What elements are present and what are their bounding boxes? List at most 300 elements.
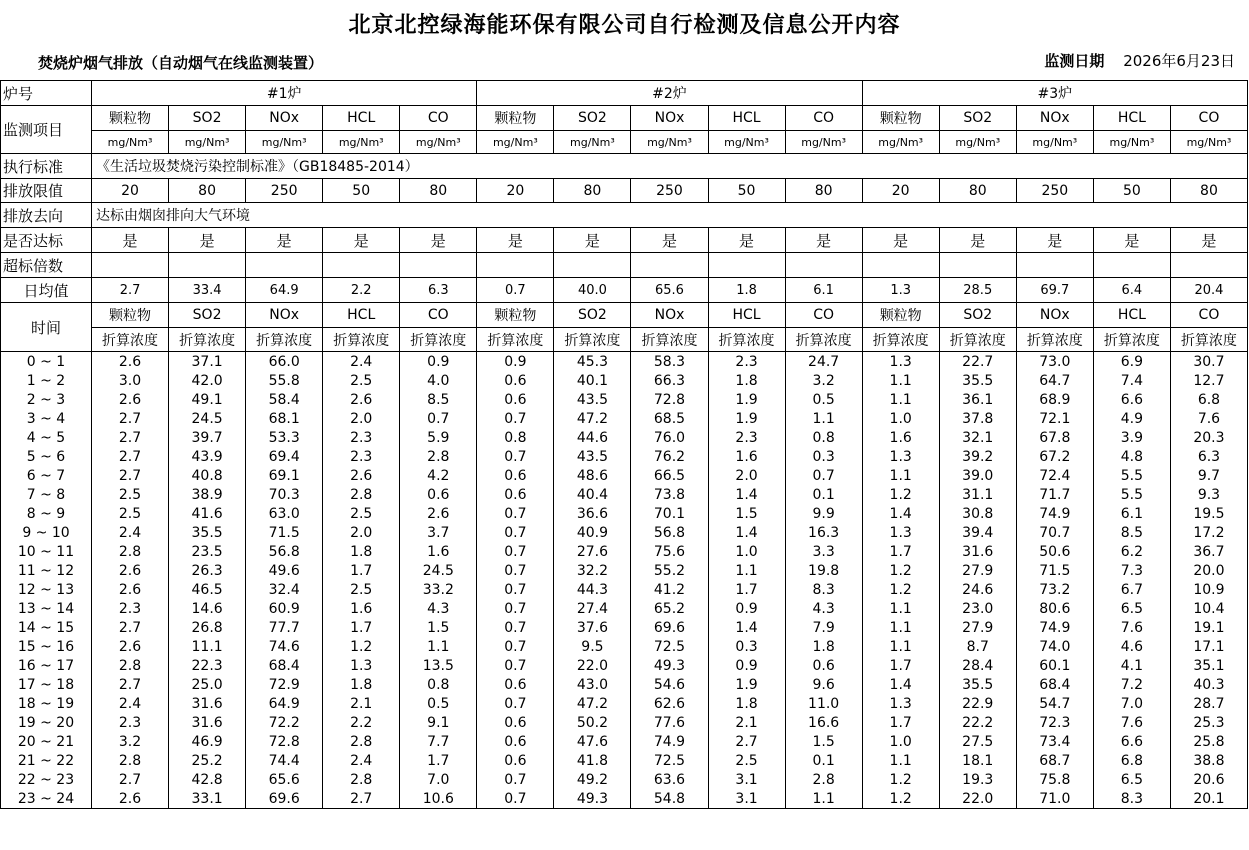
value-cell: 23.0 [939, 599, 1016, 618]
unit-cell: mg/Nm³ [708, 131, 785, 154]
value-cell: 2.5 [708, 751, 785, 770]
value-cell: 1.8 [708, 694, 785, 713]
table-row [1, 542, 1248, 561]
conv-header: 折算浓度 [708, 328, 785, 352]
limit-cell: 50 [708, 179, 785, 203]
value-cell: 1.3 [862, 523, 939, 542]
value-cell: 64.7 [1016, 371, 1093, 390]
compliant-cell: 是 [1016, 228, 1093, 253]
value-cell: 39.4 [939, 523, 1016, 542]
exceed-cell [939, 253, 1016, 278]
value-cell: 39.7 [169, 428, 246, 447]
value-cell: 41.2 [631, 580, 708, 599]
item-header: CO [1170, 303, 1247, 328]
value-cell: 25.2 [169, 751, 246, 770]
value-cell: 0.6 [477, 466, 554, 485]
limit-cell: 80 [1170, 179, 1247, 203]
value-cell: 1.1 [862, 751, 939, 770]
time-cell: 14 ~ 15 [1, 618, 92, 637]
value-cell: 69.6 [631, 618, 708, 637]
table-row [1, 409, 1248, 428]
unit-cell: mg/Nm³ [400, 131, 477, 154]
value-cell: 2.6 [92, 637, 169, 656]
value-cell: 42.0 [169, 371, 246, 390]
value-cell: 42.8 [169, 770, 246, 789]
value-cell: 69.4 [246, 447, 323, 466]
value-cell: 37.8 [939, 409, 1016, 428]
value-cell: 3.2 [92, 732, 169, 751]
value-cell: 49.1 [169, 390, 246, 409]
time-cell: 5 ~ 6 [1, 447, 92, 466]
value-cell: 1.2 [862, 770, 939, 789]
value-cell: 1.3 [862, 447, 939, 466]
item-header: CO [785, 303, 862, 328]
value-cell: 24.5 [169, 409, 246, 428]
value-cell: 7.6 [1170, 409, 1247, 428]
daily-avg-cell: 40.0 [554, 278, 631, 303]
table-row [1, 789, 1248, 809]
daily-avg-label: 日均值 [1, 278, 92, 303]
value-cell: 2.6 [400, 504, 477, 523]
value-cell: 2.8 [323, 485, 400, 504]
value-cell: 2.3 [92, 713, 169, 732]
exceed-cell [862, 253, 939, 278]
value-cell: 1.8 [708, 371, 785, 390]
value-cell: 1.4 [708, 485, 785, 504]
value-cell: 1.3 [862, 352, 939, 372]
value-cell: 24.5 [400, 561, 477, 580]
table-row [1, 637, 1248, 656]
value-cell: 72.8 [246, 732, 323, 751]
value-cell: 4.0 [400, 371, 477, 390]
value-cell: 60.1 [1016, 656, 1093, 675]
value-cell: 4.3 [785, 599, 862, 618]
value-cell: 71.5 [246, 523, 323, 542]
item-header: NOx [1016, 303, 1093, 328]
value-cell: 66.5 [631, 466, 708, 485]
limit-cell: 250 [631, 179, 708, 203]
value-cell: 1.9 [708, 409, 785, 428]
daily-avg-cell: 20.4 [1170, 278, 1247, 303]
limit-cell: 80 [785, 179, 862, 203]
conv-header: 折算浓度 [631, 328, 708, 352]
value-cell: 0.3 [785, 447, 862, 466]
value-cell: 26.3 [169, 561, 246, 580]
table-row [1, 732, 1248, 751]
value-cell: 0.7 [477, 599, 554, 618]
value-cell: 0.7 [477, 561, 554, 580]
value-cell: 65.2 [631, 599, 708, 618]
value-cell: 2.0 [323, 409, 400, 428]
value-cell: 1.1 [862, 599, 939, 618]
value-cell: 11.1 [169, 637, 246, 656]
item-header: 颗粒物 [862, 106, 939, 131]
value-cell: 12.7 [1170, 371, 1247, 390]
value-cell: 68.1 [246, 409, 323, 428]
value-cell: 0.5 [785, 390, 862, 409]
limit-cell: 80 [554, 179, 631, 203]
item-header: 颗粒物 [477, 303, 554, 328]
value-cell: 2.7 [92, 466, 169, 485]
value-cell: 0.6 [477, 751, 554, 770]
table-row [1, 504, 1248, 523]
value-cell: 7.4 [1093, 371, 1170, 390]
value-cell: 2.6 [92, 390, 169, 409]
value-cell: 68.9 [1016, 390, 1093, 409]
value-cell: 0.6 [477, 485, 554, 504]
value-cell: 2.6 [323, 390, 400, 409]
exceed-cell [477, 253, 554, 278]
value-cell: 2.5 [92, 485, 169, 504]
value-cell: 76.2 [631, 447, 708, 466]
value-cell: 48.6 [554, 466, 631, 485]
value-cell: 26.8 [169, 618, 246, 637]
value-cell: 2.4 [92, 694, 169, 713]
value-cell: 40.9 [554, 523, 631, 542]
time-cell: 10 ~ 11 [1, 542, 92, 561]
value-cell: 20.3 [1170, 428, 1247, 447]
item-header: HCL [323, 106, 400, 131]
value-cell: 73.4 [1016, 732, 1093, 751]
item-header: SO2 [169, 303, 246, 328]
daily-avg-cell: 2.7 [92, 278, 169, 303]
time-cell: 6 ~ 7 [1, 466, 92, 485]
limit-cell: 250 [246, 179, 323, 203]
value-cell: 1.7 [708, 580, 785, 599]
monitoring-date [1044, 50, 1235, 71]
value-cell: 1.0 [708, 542, 785, 561]
value-cell: 1.7 [400, 751, 477, 770]
value-cell: 2.5 [323, 371, 400, 390]
value-cell: 2.4 [92, 523, 169, 542]
time-cell: 21 ~ 22 [1, 751, 92, 770]
unit-cell: mg/Nm³ [554, 131, 631, 154]
value-cell: 0.3 [708, 637, 785, 656]
value-cell: 72.9 [246, 675, 323, 694]
value-cell: 10.9 [1170, 580, 1247, 599]
value-cell: 0.8 [400, 675, 477, 694]
furnace-header: #2炉 [477, 81, 862, 106]
value-cell: 1.6 [862, 428, 939, 447]
value-cell: 31.6 [169, 694, 246, 713]
value-cell: 2.8 [92, 542, 169, 561]
table-row [1, 656, 1248, 675]
value-cell: 74.9 [1016, 504, 1093, 523]
value-cell: 6.8 [1093, 751, 1170, 770]
time-cell: 15 ~ 16 [1, 637, 92, 656]
value-cell: 1.7 [862, 656, 939, 675]
compliant-cell: 是 [785, 228, 862, 253]
value-cell: 3.7 [400, 523, 477, 542]
value-cell: 2.8 [323, 770, 400, 789]
value-cell: 43.5 [554, 447, 631, 466]
table-row [1, 751, 1248, 770]
value-cell: 68.4 [1016, 675, 1093, 694]
value-cell: 54.8 [631, 789, 708, 809]
limit-cell: 20 [862, 179, 939, 203]
value-cell: 75.6 [631, 542, 708, 561]
item-header: HCL [708, 303, 785, 328]
value-cell: 1.9 [708, 390, 785, 409]
value-cell: 7.2 [1093, 675, 1170, 694]
value-cell: 36.6 [554, 504, 631, 523]
value-cell: 30.7 [1170, 352, 1247, 372]
daily-avg-cell: 2.2 [323, 278, 400, 303]
value-cell: 38.8 [1170, 751, 1247, 770]
value-cell: 6.6 [1093, 732, 1170, 751]
table-row [1, 580, 1248, 599]
item-header: HCL [1093, 106, 1170, 131]
value-cell: 4.2 [400, 466, 477, 485]
daily-avg-cell: 64.9 [246, 278, 323, 303]
value-cell: 1.2 [862, 561, 939, 580]
daily-avg-cell: 1.8 [708, 278, 785, 303]
time-cell: 1 ~ 2 [1, 371, 92, 390]
time-cell: 7 ~ 8 [1, 485, 92, 504]
section-subtitle: 焚烧炉烟气排放（自动烟气在线监测装置） [38, 54, 324, 72]
value-cell: 1.0 [862, 732, 939, 751]
table-row [1, 561, 1248, 580]
value-cell: 7.0 [1093, 694, 1170, 713]
value-cell: 1.2 [862, 789, 939, 809]
item-header: NOx [246, 303, 323, 328]
time-cell: 18 ~ 19 [1, 694, 92, 713]
compliant-cell: 是 [400, 228, 477, 253]
value-cell: 2.7 [708, 732, 785, 751]
value-cell: 2.7 [92, 409, 169, 428]
value-cell: 54.6 [631, 675, 708, 694]
emission-table [0, 80, 1248, 809]
value-cell: 22.2 [939, 713, 1016, 732]
item-header: 颗粒物 [862, 303, 939, 328]
compliant-cell: 是 [169, 228, 246, 253]
unit-cell: mg/Nm³ [323, 131, 400, 154]
value-cell: 2.5 [92, 504, 169, 523]
value-cell: 35.5 [169, 523, 246, 542]
value-cell: 2.6 [323, 466, 400, 485]
value-cell: 14.6 [169, 599, 246, 618]
table-row [1, 485, 1248, 504]
item-header: HCL [708, 106, 785, 131]
time-cell: 17 ~ 18 [1, 675, 92, 694]
value-cell: 58.3 [631, 352, 708, 372]
value-cell: 0.9 [708, 599, 785, 618]
value-cell: 45.3 [554, 352, 631, 372]
value-cell: 25.0 [169, 675, 246, 694]
table-row [1, 675, 1248, 694]
value-cell: 4.6 [1093, 637, 1170, 656]
value-cell: 32.1 [939, 428, 1016, 447]
limit-cell: 80 [400, 179, 477, 203]
value-cell: 2.3 [92, 599, 169, 618]
item-header: 颗粒物 [92, 303, 169, 328]
daily-avg-cell: 65.6 [631, 278, 708, 303]
unit-cell: mg/Nm³ [785, 131, 862, 154]
value-cell: 31.6 [169, 713, 246, 732]
value-cell: 1.1 [785, 409, 862, 428]
value-cell: 9.7 [1170, 466, 1247, 485]
value-cell: 2.5 [323, 504, 400, 523]
time-cell: 9 ~ 10 [1, 523, 92, 542]
limit-cell: 80 [169, 179, 246, 203]
item-header: HCL [323, 303, 400, 328]
value-cell: 70.3 [246, 485, 323, 504]
value-cell: 33.1 [169, 789, 246, 809]
value-cell: 0.1 [785, 485, 862, 504]
value-cell: 41.6 [169, 504, 246, 523]
value-cell: 24.6 [939, 580, 1016, 599]
time-cell: 3 ~ 4 [1, 409, 92, 428]
conv-header: 折算浓度 [400, 328, 477, 352]
table-row [1, 447, 1248, 466]
conv-header: 折算浓度 [477, 328, 554, 352]
item-header: SO2 [939, 106, 1016, 131]
value-cell: 2.7 [92, 618, 169, 637]
value-cell: 71.0 [1016, 789, 1093, 809]
value-cell: 2.0 [323, 523, 400, 542]
value-cell: 1.4 [862, 504, 939, 523]
value-cell: 11.0 [785, 694, 862, 713]
value-cell: 16.3 [785, 523, 862, 542]
value-cell: 6.5 [1093, 599, 1170, 618]
value-cell: 23.5 [169, 542, 246, 561]
time-cell: 16 ~ 17 [1, 656, 92, 675]
value-cell: 68.4 [246, 656, 323, 675]
exceed-cell [246, 253, 323, 278]
compliant-cell: 是 [939, 228, 1016, 253]
value-cell: 2.6 [92, 580, 169, 599]
value-cell: 31.1 [939, 485, 1016, 504]
value-cell: 1.1 [862, 618, 939, 637]
value-cell: 3.2 [785, 371, 862, 390]
unit-cell: mg/Nm³ [477, 131, 554, 154]
value-cell: 2.7 [323, 789, 400, 809]
value-cell: 27.4 [554, 599, 631, 618]
value-cell: 7.6 [1093, 713, 1170, 732]
value-cell: 0.7 [477, 580, 554, 599]
compliant-cell: 是 [323, 228, 400, 253]
value-cell: 2.6 [92, 789, 169, 809]
exceed-cell [554, 253, 631, 278]
value-cell: 0.7 [477, 618, 554, 637]
value-cell: 2.1 [708, 713, 785, 732]
date-value: 2026年6月23日 [1123, 52, 1235, 70]
value-cell: 2.8 [785, 770, 862, 789]
value-cell: 39.0 [939, 466, 1016, 485]
value-cell: 66.0 [246, 352, 323, 372]
value-cell: 55.2 [631, 561, 708, 580]
compliant-cell: 是 [708, 228, 785, 253]
value-cell: 2.7 [92, 447, 169, 466]
value-cell: 25.8 [1170, 732, 1247, 751]
value-cell: 40.8 [169, 466, 246, 485]
daily-avg-cell: 28.5 [939, 278, 1016, 303]
value-cell: 0.9 [400, 352, 477, 372]
exceed-cell [1170, 253, 1247, 278]
value-cell: 63.6 [631, 770, 708, 789]
value-cell: 2.1 [323, 694, 400, 713]
conv-header: 折算浓度 [92, 328, 169, 352]
value-cell: 27.9 [939, 561, 1016, 580]
value-cell: 19.8 [785, 561, 862, 580]
value-cell: 2.3 [323, 428, 400, 447]
value-cell: 71.5 [1016, 561, 1093, 580]
table-row [1, 352, 1248, 372]
value-cell: 1.2 [862, 485, 939, 504]
daily-avg-cell: 69.7 [1016, 278, 1093, 303]
value-cell: 24.7 [785, 352, 862, 372]
value-cell: 41.8 [554, 751, 631, 770]
value-cell: 0.6 [477, 371, 554, 390]
value-cell: 8.3 [1093, 789, 1170, 809]
value-cell: 9.1 [400, 713, 477, 732]
value-cell: 1.4 [862, 675, 939, 694]
value-cell: 39.2 [939, 447, 1016, 466]
value-cell: 0.7 [400, 409, 477, 428]
value-cell: 63.0 [246, 504, 323, 523]
value-cell: 72.5 [631, 637, 708, 656]
unit-cell: mg/Nm³ [1093, 131, 1170, 154]
compliant-cell: 是 [862, 228, 939, 253]
value-cell: 1.1 [862, 390, 939, 409]
item-header: CO [400, 106, 477, 131]
value-cell: 1.1 [785, 789, 862, 809]
value-cell: 1.7 [862, 713, 939, 732]
value-cell: 73.2 [1016, 580, 1093, 599]
value-cell: 74.0 [1016, 637, 1093, 656]
standard-text: 《生活垃圾焚烧污染控制标准》（GB18485-2014） [92, 154, 1248, 179]
value-cell: 3.1 [708, 789, 785, 809]
exceed-cell [631, 253, 708, 278]
value-cell: 2.5 [323, 580, 400, 599]
table-row [1, 390, 1248, 409]
table-row [1, 523, 1248, 542]
value-cell: 72.5 [631, 751, 708, 770]
furnace-header: #3炉 [862, 81, 1247, 106]
item-header: SO2 [169, 106, 246, 131]
value-cell: 40.3 [1170, 675, 1247, 694]
exceed-cell [323, 253, 400, 278]
exceed-cell [1016, 253, 1093, 278]
value-cell: 7.0 [400, 770, 477, 789]
value-cell: 0.7 [785, 466, 862, 485]
value-cell: 46.9 [169, 732, 246, 751]
item-header: CO [1170, 106, 1247, 131]
value-cell: 0.7 [477, 542, 554, 561]
value-cell: 47.2 [554, 409, 631, 428]
value-cell: 28.4 [939, 656, 1016, 675]
conv-header: 折算浓度 [1093, 328, 1170, 352]
value-cell: 1.7 [323, 618, 400, 637]
value-cell: 43.0 [554, 675, 631, 694]
conv-header: 折算浓度 [939, 328, 1016, 352]
compliant-cell: 是 [477, 228, 554, 253]
time-cell: 20 ~ 21 [1, 732, 92, 751]
value-cell: 44.6 [554, 428, 631, 447]
value-cell: 1.6 [400, 542, 477, 561]
value-cell: 27.9 [939, 618, 1016, 637]
daily-avg-cell: 6.3 [400, 278, 477, 303]
value-cell: 35.5 [939, 371, 1016, 390]
value-cell: 3.3 [785, 542, 862, 561]
value-cell: 76.0 [631, 428, 708, 447]
value-cell: 37.1 [169, 352, 246, 372]
value-cell: 74.4 [246, 751, 323, 770]
value-cell: 32.2 [554, 561, 631, 580]
value-cell: 27.6 [554, 542, 631, 561]
value-cell: 4.1 [1093, 656, 1170, 675]
conv-header: 折算浓度 [246, 328, 323, 352]
